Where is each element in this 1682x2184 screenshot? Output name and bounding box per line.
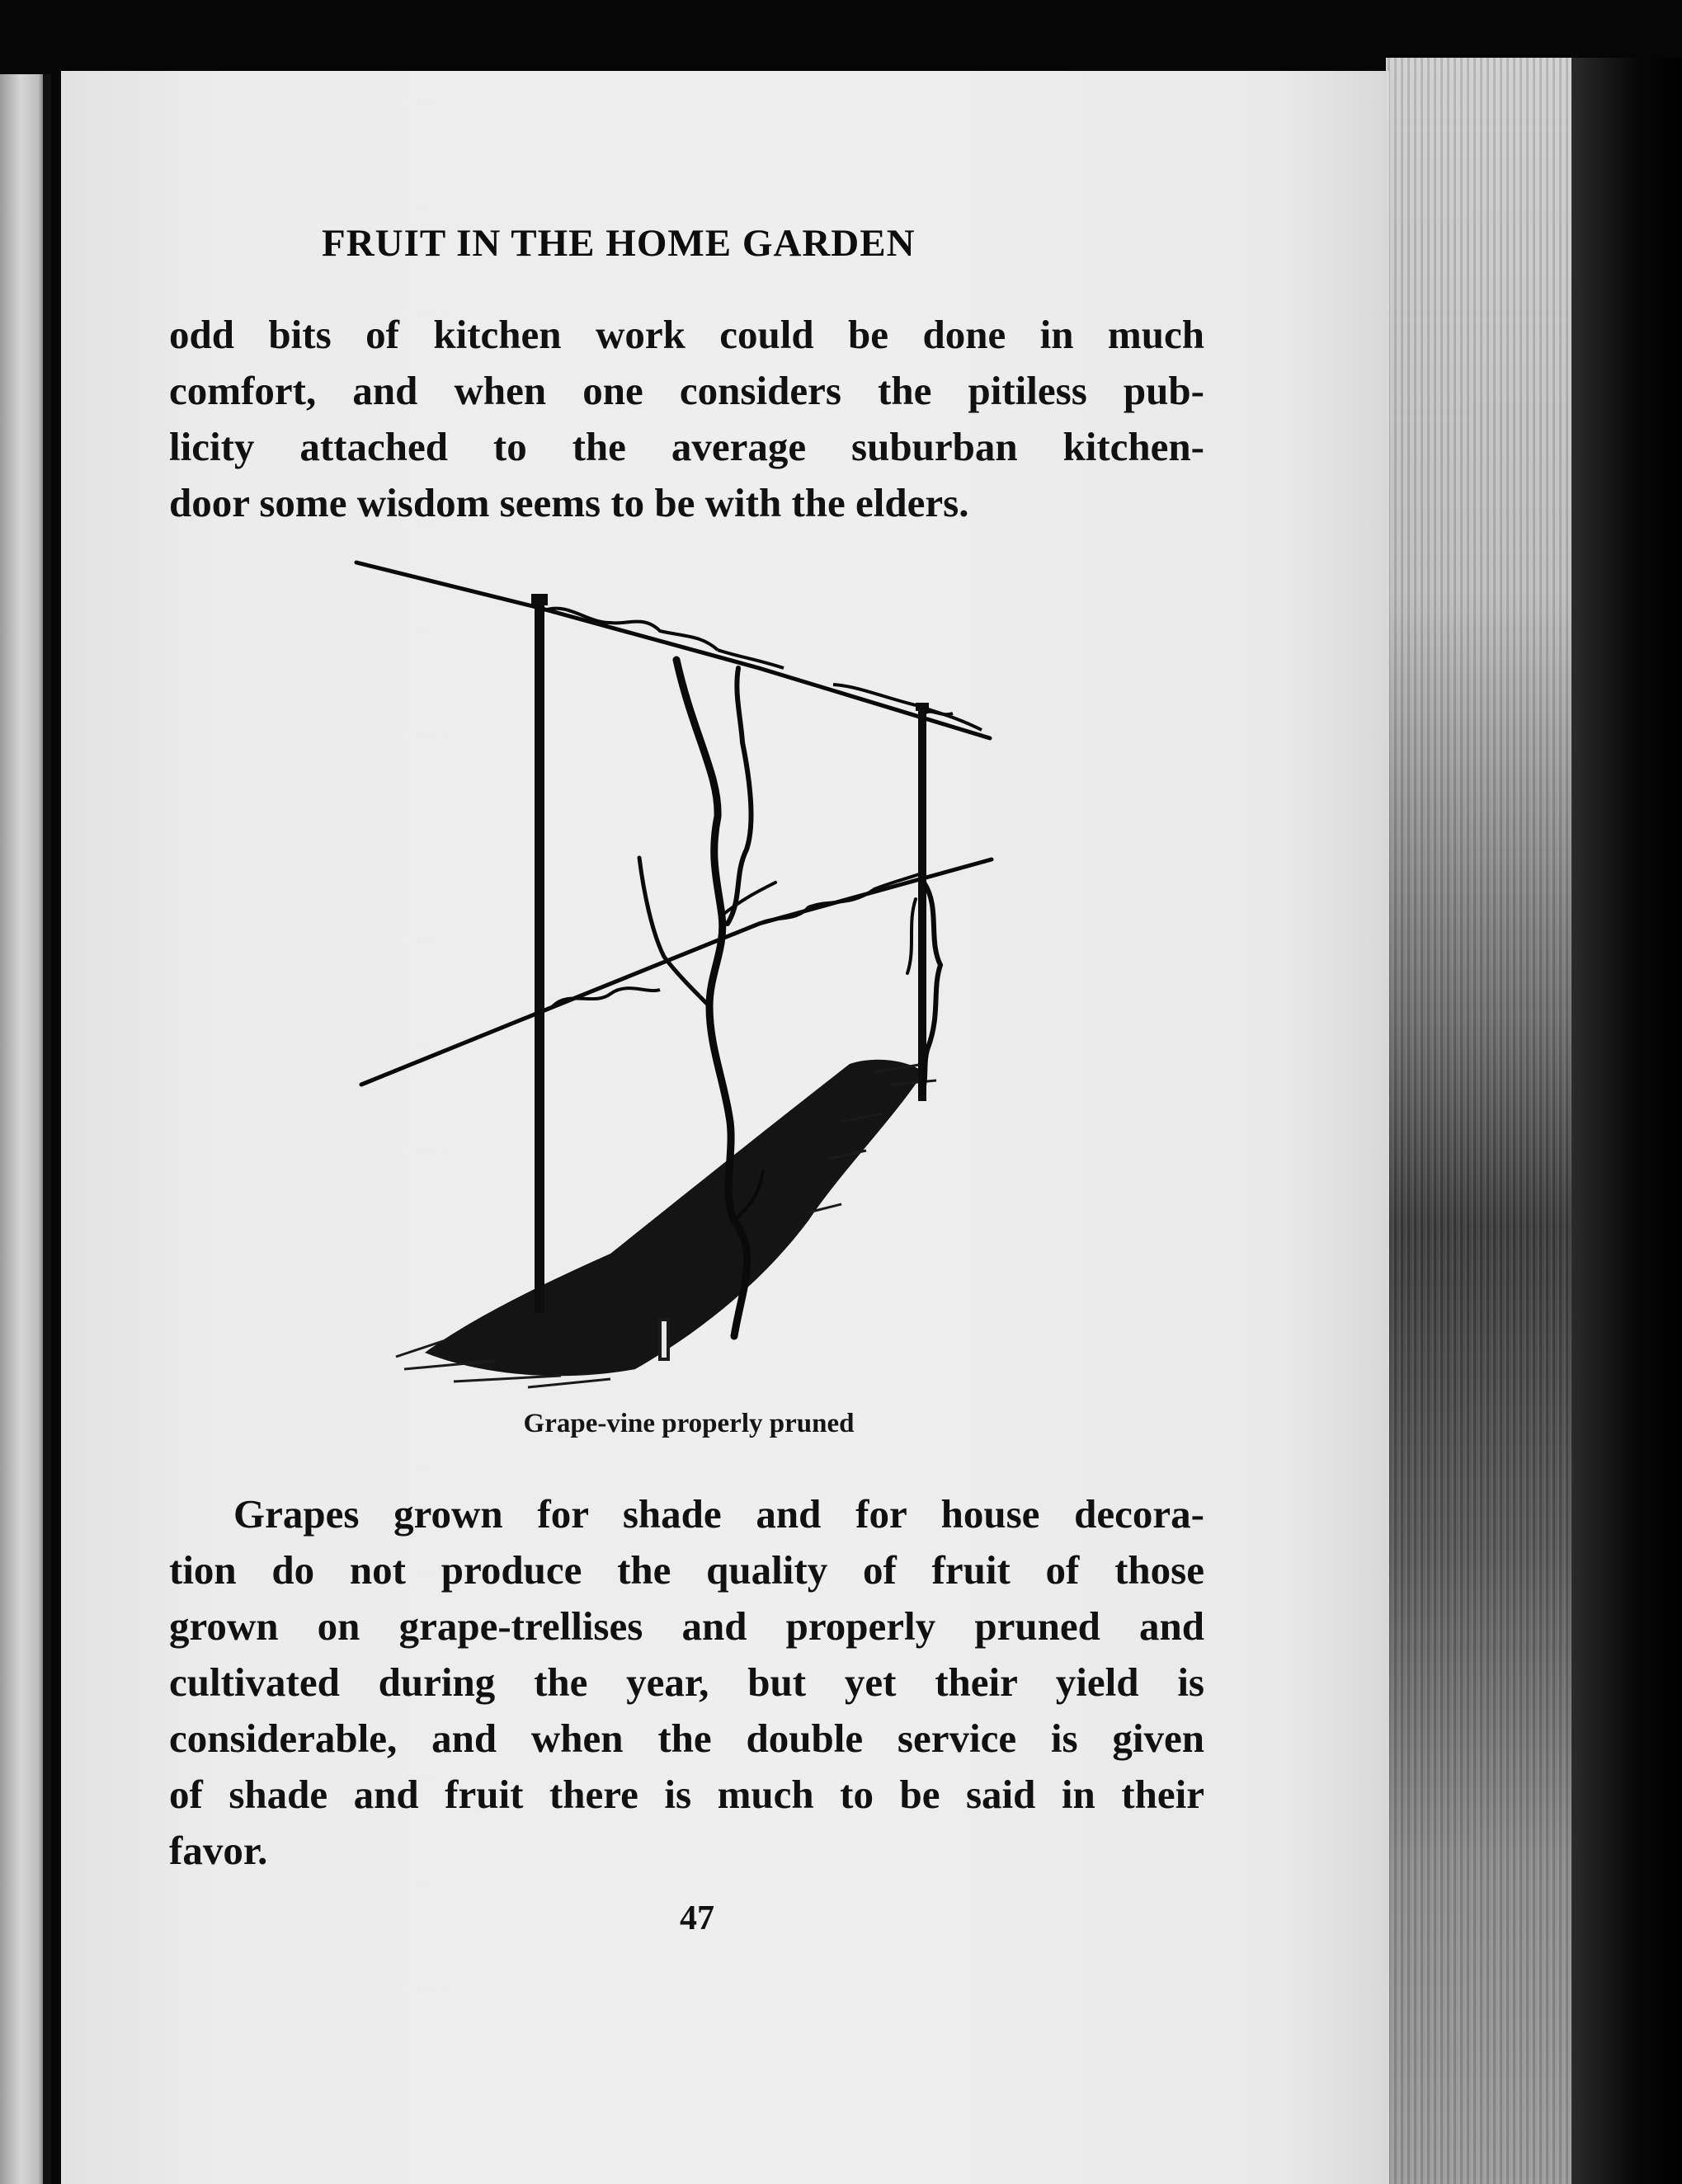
text-line: considerable, and when the double service is given [169,1716,1204,1761]
text-line: Grapes grown for shade and for house decora- [233,1491,1204,1537]
stake [660,1320,668,1359]
paragraph-bottom [169,1486,1204,1879]
text-line: odd bits of kitchen work could be done in much [169,312,1204,357]
text-line: door some wisdom seems to be with the elders. [169,480,969,525]
running-head: FRUIT IN THE HOME GARDEN [322,222,916,265]
book-edge-shadow [1571,58,1682,2184]
trellis-wires [356,562,992,1085]
figure-caption: Grape-vine properly pruned [523,1409,855,1438]
page-number: 47 [680,1899,714,1937]
ground-shading [425,1060,924,1376]
text-line: tion do not produce the quality of fruit of those [169,1547,1204,1593]
text-line: favor. [169,1828,268,1873]
previous-page-edge [0,74,51,2184]
paragraph-top [169,307,1204,531]
grape-vine-illustration [346,544,1006,1410]
page-stack-edges [1386,58,1588,2184]
text-line: grown on grape-trellises and properly pruned and [169,1603,1204,1649]
text-line: licity attached to the average suburban kitchen- [169,424,1204,469]
text-line: comfort, and when one considers the pitiless pub- [169,368,1204,413]
text-line: of shade and fruit there is much to be said in their [169,1772,1204,1817]
text-line: cultivated during the year, but yet their yield is [169,1659,1204,1705]
